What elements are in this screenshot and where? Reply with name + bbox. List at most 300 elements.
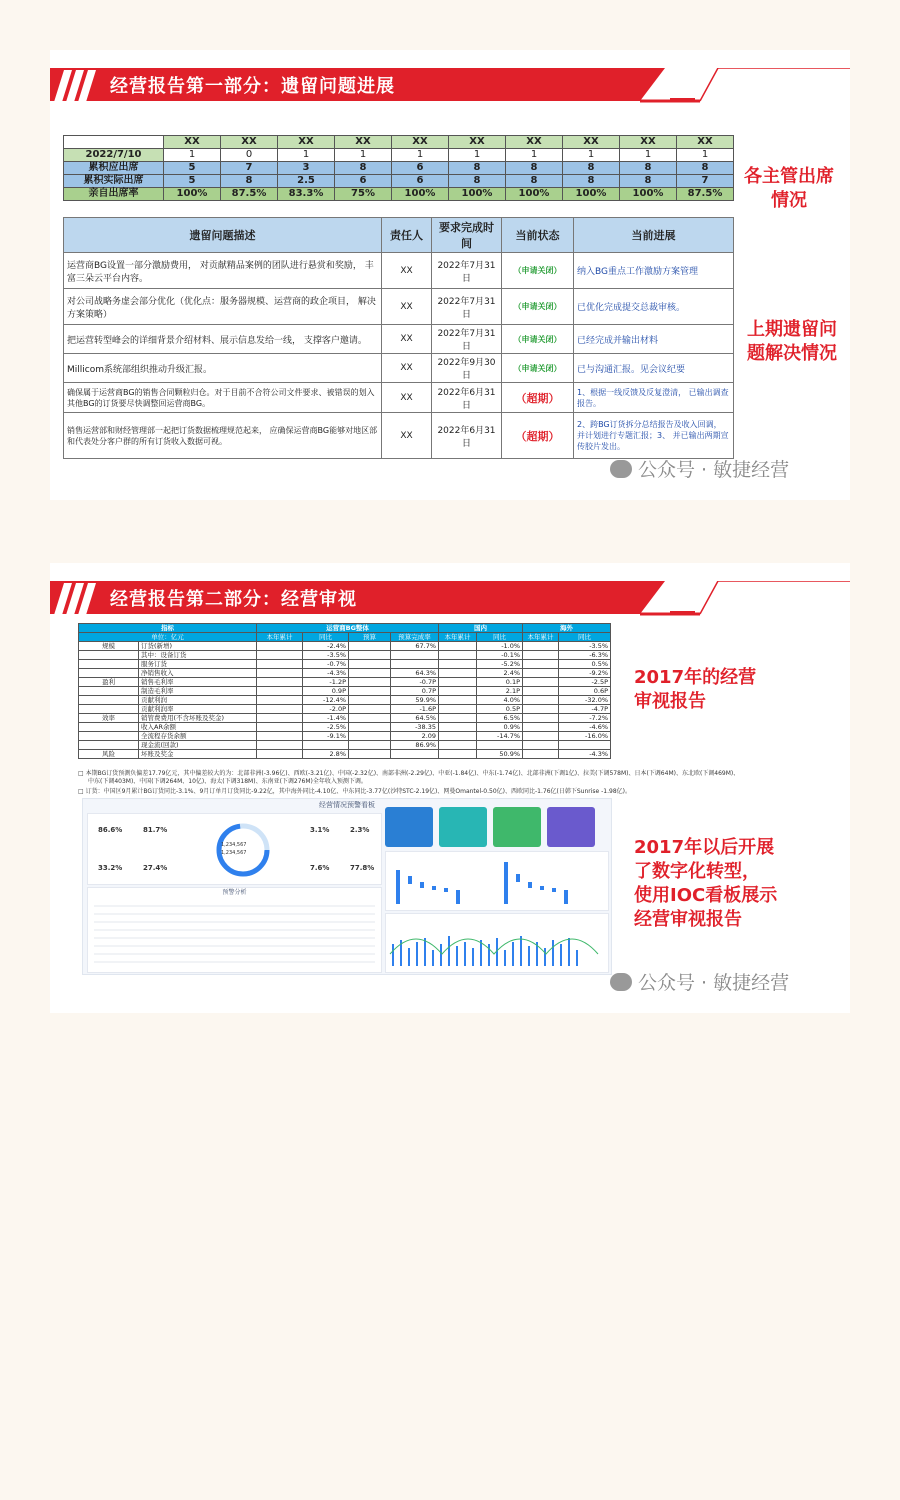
- attendance-header-cell: XX: [620, 136, 677, 149]
- attendance-cell: 1: [164, 149, 221, 162]
- dashboard-title: 经营情况预警看板: [319, 801, 375, 809]
- review-sub-cell: 单位：亿元: [79, 633, 257, 642]
- review-item: 服务订货: [139, 660, 257, 669]
- review-value: -3.5%: [303, 651, 349, 660]
- review-value: [523, 651, 559, 660]
- review-value: -5.2%: [477, 660, 523, 669]
- attendance-cell: 1: [620, 149, 677, 162]
- attendance-cell: 75%: [335, 188, 392, 201]
- attendance-cell: 5: [164, 162, 221, 175]
- issues-cell-status: （申请关闭）: [502, 289, 574, 325]
- note-digital: [634, 836, 834, 932]
- review-value: [439, 705, 477, 714]
- issues-table: [63, 217, 734, 459]
- review-value: [257, 696, 303, 705]
- review-value: -2.4%: [303, 642, 349, 651]
- note-issues: [738, 318, 846, 366]
- review-value: [523, 741, 559, 750]
- tile-blue: [385, 807, 433, 847]
- review-value: [523, 732, 559, 741]
- review-value: -9.2%: [559, 669, 611, 678]
- bar-chart: [386, 852, 608, 910]
- attendance-cell: 1: [278, 149, 335, 162]
- review-value: [439, 660, 477, 669]
- review-sub-cell: 本年累计: [257, 633, 303, 642]
- review-value: -0.7P: [391, 678, 439, 687]
- review-item: 净销售收入: [139, 669, 257, 678]
- review-row: [79, 669, 611, 678]
- warning-title: 预警分析: [222, 889, 247, 896]
- review-category: [79, 669, 139, 678]
- review-group-header: [79, 624, 611, 633]
- issues-cell-status: （超期）: [502, 383, 574, 413]
- review-item: 贡献利润: [139, 696, 257, 705]
- issues-header-cell: 当前状态: [502, 218, 574, 253]
- watermark-text: 公众号 · 敏捷经营: [638, 972, 790, 994]
- review-value: [257, 750, 303, 759]
- attendance-cell: 83.3%: [278, 188, 335, 201]
- bar-chart-panel: [385, 851, 609, 911]
- attendance-cell: 8: [620, 162, 677, 175]
- review-value: [257, 651, 303, 660]
- bullet-1-cont: [78, 776, 367, 785]
- issues-cell-desc: 确保属于运营商BG的销售合同颗粒归仓。对于目前不合符公司文件要求、被错误的划入其他BG的订货要尽快调整回运营商BG。: [64, 383, 382, 413]
- review-value: 6.5%: [477, 714, 523, 723]
- review-value: -2.0P: [303, 705, 349, 714]
- issues-cell-progress: 已优化完成提交总裁审核。: [574, 289, 734, 325]
- attendance-cell: 1: [506, 149, 563, 162]
- issues-cell-progress: 已经完成并输出材料: [574, 325, 734, 354]
- attendance-header-row: [64, 136, 734, 149]
- note-review: [634, 666, 784, 714]
- review-item: 销售毛利率: [139, 678, 257, 687]
- review-item: 制造毛利率: [139, 687, 257, 696]
- attendance-cell: 100%: [563, 188, 620, 201]
- attendance-cell: 100%: [392, 188, 449, 201]
- warning-table-panel: [87, 887, 382, 973]
- issues-cell-owner: XX: [382, 325, 432, 354]
- kpi-value: 86.6%: [98, 826, 123, 834]
- review-sub-cell: 本年累计: [523, 633, 559, 642]
- review-value: -4.3%: [303, 669, 349, 678]
- review-value: -6.3%: [559, 651, 611, 660]
- kpi-value: 81.7%: [143, 826, 168, 834]
- bullet-text: 订货：中国区9月累计BG订货同比-3.1%、9月订单月订货同比-9.22亿，其中海外同比-4.10亿、中东同比-3.77亿(沙特STC-2.19亿)、网曼Omantel-0.50亿)、西欧同比-1.76亿(日韩下Sunrise -1.98亿)。: [85, 788, 632, 795]
- review-value: [523, 678, 559, 687]
- tile-purple: [547, 807, 595, 847]
- review-value: -16.0%: [559, 732, 611, 741]
- watermark-text: 公众号 · 敏捷经营: [638, 459, 790, 481]
- issues-cell-status: （申请关闭）: [502, 354, 574, 383]
- attendance-header-cell: XX: [677, 136, 734, 149]
- issues-cell-progress: 纳入BG重点工作激励方案管理: [574, 253, 734, 289]
- attendance-cell: 87.5%: [221, 188, 278, 201]
- review-value: -9.1%: [303, 732, 349, 741]
- attendance-row-label: 2022/7/10: [64, 149, 164, 162]
- issues-cell-owner: XX: [382, 354, 432, 383]
- review-item: 贡献利润率: [139, 705, 257, 714]
- review-value: -2.5%: [303, 723, 349, 732]
- review-value: [349, 714, 391, 723]
- tile-teal: [439, 807, 487, 847]
- attendance-corner-cell: [64, 136, 164, 149]
- review-category: 效率: [79, 714, 139, 723]
- slide-2-banner: [50, 581, 850, 617]
- note-attendance: [738, 165, 840, 213]
- review-category: [79, 687, 139, 696]
- attendance-header-cell: XX: [449, 136, 506, 149]
- issues-cell-desc: 对公司战略务虚会部分优化（优化点：服务器规模、运营商的政企项目， 解决方案策略）: [64, 289, 382, 325]
- review-table: [78, 623, 611, 759]
- review-value: 2.4%: [477, 669, 523, 678]
- review-value: [523, 750, 559, 759]
- attendance-cell: 6: [392, 175, 449, 188]
- ioc-dashboard: [82, 798, 612, 975]
- attendance-header-cell: XX: [221, 136, 278, 149]
- bullet-text: 中东(下调403M)、中国(下调264M、10亿)、海太(下调318M)、东南亚(下调276M)全年收入预测下调。: [88, 778, 367, 785]
- attendance-cell: 100%: [620, 188, 677, 201]
- review-value: [349, 642, 391, 651]
- review-group-cell: 指标: [79, 624, 257, 633]
- review-value: 64.3%: [391, 669, 439, 678]
- review-row: [79, 642, 611, 651]
- review-category: [79, 696, 139, 705]
- review-value: [257, 732, 303, 741]
- review-item: 销管费费用(不含坏账及奖金): [139, 714, 257, 723]
- attendance-cell: 8: [677, 162, 734, 175]
- issues-row: [64, 354, 734, 383]
- review-value: [349, 741, 391, 750]
- review-category: [79, 651, 139, 660]
- review-value: [439, 687, 477, 696]
- review-value: 86.9%: [391, 741, 439, 750]
- review-value: -12.4%: [303, 696, 349, 705]
- review-value: [523, 705, 559, 714]
- issues-cell-status: （超期）: [502, 413, 574, 459]
- issues-cell-status: （申请关闭）: [502, 253, 574, 289]
- attendance-cell: 100%: [506, 188, 563, 201]
- attendance-row: [64, 162, 734, 175]
- review-group-cell: 国内: [439, 624, 523, 633]
- issues-cell-progress: 1、根据一线反馈及反复澄清， 已输出调查报告。: [574, 383, 734, 413]
- review-category: 规模: [79, 642, 139, 651]
- review-value: 59.9%: [391, 696, 439, 705]
- slide-1-title: 经营报告第一部分：遗留问题进展: [110, 76, 395, 97]
- attendance-cell: 1: [563, 149, 620, 162]
- attendance-cell: 8: [221, 175, 278, 188]
- issues-row: [64, 325, 734, 354]
- review-value: -4.3%: [559, 750, 611, 759]
- review-value: [439, 696, 477, 705]
- slide-2: [50, 563, 850, 1013]
- note-attendance-line: 情况: [771, 190, 807, 211]
- note-review-line: 2017年的经营: [634, 667, 757, 688]
- kpi-value: 3.1%: [310, 826, 330, 834]
- center-value: 1,234,567: [221, 842, 247, 848]
- kpi-value: 7.6%: [310, 864, 330, 872]
- attendance-cell: 8: [620, 175, 677, 188]
- review-category: [79, 705, 139, 714]
- review-value: 0.7P: [391, 687, 439, 696]
- issues-row: [64, 383, 734, 413]
- note-issues-line: 题解决情况: [747, 343, 837, 364]
- review-value: -0.7%: [303, 660, 349, 669]
- review-value: 64.5%: [391, 714, 439, 723]
- attendance-header-cell: XX: [392, 136, 449, 149]
- review-value: [439, 750, 477, 759]
- review-row: [79, 732, 611, 741]
- attendance-cell: 8: [563, 175, 620, 188]
- issues-header-row: [64, 218, 734, 253]
- review-value: 4.0%: [477, 696, 523, 705]
- review-value: 50.9%: [477, 750, 523, 759]
- attendance-row-label: 累积实际出席: [64, 175, 164, 188]
- review-category: 盈利: [79, 678, 139, 687]
- review-sub-cell: 同比: [303, 633, 349, 642]
- review-value: [349, 723, 391, 732]
- review-value: -0.1%: [477, 651, 523, 660]
- review-value: [439, 678, 477, 687]
- issues-header-cell: 当前进展: [574, 218, 734, 253]
- review-value: [439, 714, 477, 723]
- attendance-cell: 5: [164, 175, 221, 188]
- review-sub-cell: 同比: [559, 633, 611, 642]
- review-value: 0.5P: [477, 705, 523, 714]
- review-value: [439, 651, 477, 660]
- note-review-line: 审视报告: [634, 691, 706, 712]
- review-value: [391, 660, 439, 669]
- attendance-header-cell: XX: [278, 136, 335, 149]
- review-value: [391, 651, 439, 660]
- attendance-cell: 0: [221, 149, 278, 162]
- issues-cell-owner: XX: [382, 253, 432, 289]
- issues-cell-due: 2022年7月31日: [432, 289, 502, 325]
- attendance-header-cell: XX: [563, 136, 620, 149]
- attendance-row-label: 亲自出席率: [64, 188, 164, 201]
- issues-row: [64, 289, 734, 325]
- kpi-value: 33.2%: [98, 864, 123, 872]
- kpi-value: 2.3%: [350, 826, 370, 834]
- review-value: [257, 714, 303, 723]
- review-row: [79, 696, 611, 705]
- review-value: -1.0%: [477, 642, 523, 651]
- review-value: [391, 750, 439, 759]
- bullet-1: □ 本期BG订货预测负偏差17.79亿元，其中偏差较大的为：北部非洲(-3.96亿)、西欧(-3.21亿)、中国(-2.32亿)、南部非洲(-2.29亿)、中亚(-1.84亿)、中东(-1.74亿)、北部非洲(下调1亿)、拉美(下调578M)、日本(下调64M)、东北欧(下调469M)、: [78, 770, 740, 777]
- review-value: [257, 741, 303, 750]
- review-value: -4.7P: [559, 705, 611, 714]
- issues-cell-due: 2022年7月31日: [432, 253, 502, 289]
- review-value: -3.5%: [559, 642, 611, 651]
- issues-cell-due: 2022年9月30日: [432, 354, 502, 383]
- attendance-table: [63, 135, 734, 201]
- issues-cell-progress: 已与沟通汇报。见会议纪要: [574, 354, 734, 383]
- attendance-cell: 8: [449, 162, 506, 175]
- review-value: -2.5P: [559, 678, 611, 687]
- review-category: 风险: [79, 750, 139, 759]
- tile-green: [493, 807, 541, 847]
- attendance-cell: 1: [449, 149, 506, 162]
- review-value: -4.6%: [559, 723, 611, 732]
- review-group-cell: 海外: [523, 624, 611, 633]
- combo-chart: [386, 914, 608, 972]
- attendance-row: [64, 175, 734, 188]
- kpi-value: 27.4%: [143, 864, 168, 872]
- attendance-cell: 87.5%: [677, 188, 734, 201]
- review-category: [79, 732, 139, 741]
- attendance-header-cell: XX: [335, 136, 392, 149]
- attendance-cell: 7: [221, 162, 278, 175]
- center-value: 1,234,567: [221, 850, 247, 856]
- review-value: -14.7%: [477, 732, 523, 741]
- watermark: [610, 968, 789, 995]
- review-item: 其中：设备订货: [139, 651, 257, 660]
- review-value: [523, 687, 559, 696]
- note-digital-line: 2017年以后开展: [634, 837, 775, 858]
- bullet-text: 本期BG订货预测负偏差17.79亿元，其中偏差较大的为：北部非洲(-3.96亿)、西欧(-3.21亿)、中国(-2.32亿)、南部非洲(-2.29亿)、中亚(-1.84亿)、中东(-1.74亿)、北部非洲(下调1亿)、拉美(下调578M)、日本(下调64M)、东北欧(下调469M)、: [85, 770, 740, 777]
- review-value: 2.8%: [303, 750, 349, 759]
- review-value: [349, 732, 391, 741]
- review-sub-cell: 同比: [477, 633, 523, 642]
- attendance-row-label: 累积应出席: [64, 162, 164, 175]
- review-value: [439, 732, 477, 741]
- attendance-cell: 3: [278, 162, 335, 175]
- issues-cell-desc: Millicom系统部组织推动升级汇报。: [64, 354, 382, 383]
- watermark: [610, 455, 789, 482]
- issues-cell-owner: XX: [382, 289, 432, 325]
- review-value: -1.4%: [303, 714, 349, 723]
- note-digital-line: 了数字化转型，: [634, 861, 760, 882]
- review-value: [439, 741, 477, 750]
- issues-row: [64, 253, 734, 289]
- slide-2-title: 经营报告第二部分：经营审视: [110, 589, 357, 610]
- review-value: 0.9%: [477, 723, 523, 732]
- review-value: -1.6P: [391, 705, 439, 714]
- issues-cell-progress: 2、跨BG订货拆分总结报告及收入回调， 并计划进行专题汇报；3、 并已输出两期宣传胶片发出。: [574, 413, 734, 459]
- review-value: [439, 723, 477, 732]
- review-value: -38.35: [391, 723, 439, 732]
- issues-cell-due: 2022年6月31日: [432, 383, 502, 413]
- review-row: [79, 678, 611, 687]
- review-value: 2.1P: [477, 687, 523, 696]
- attendance-cell: 8: [506, 175, 563, 188]
- review-value: [257, 642, 303, 651]
- review-value: -1.2P: [303, 678, 349, 687]
- review-row: [79, 687, 611, 696]
- review-row: [79, 723, 611, 732]
- review-value: [257, 687, 303, 696]
- issues-cell-owner: XX: [382, 413, 432, 459]
- attendance-cell: 1: [392, 149, 449, 162]
- attendance-cell: 6: [335, 175, 392, 188]
- note-digital-line: 使用IOC看板展示: [634, 885, 778, 906]
- kpi-panel: [87, 813, 382, 885]
- attendance-row: [64, 149, 734, 162]
- review-sub-header: [79, 633, 611, 642]
- review-category: [79, 723, 139, 732]
- review-item: 坏账及奖金: [139, 750, 257, 759]
- attendance-cell: 2.5: [278, 175, 335, 188]
- attendance-cell: 1: [677, 149, 734, 162]
- issues-header-cell: 责任人: [382, 218, 432, 253]
- note-attendance-line: 各主管出席: [744, 166, 834, 187]
- review-item: 现金流(回款): [139, 741, 257, 750]
- issues-header-cell: 遗留问题描述: [64, 218, 382, 253]
- review-value: [257, 678, 303, 687]
- review-value: [523, 669, 559, 678]
- attendance-cell: 8: [563, 162, 620, 175]
- wechat-icon: [610, 973, 632, 991]
- warning-table-lines: [88, 898, 381, 970]
- kpi-value: 77.8%: [350, 864, 375, 872]
- issues-row: [64, 413, 734, 459]
- issues-cell-desc: 销售运营部和财经管理部一起把订货数据梳理规范起来， 应确保运营商BG能够对地区部和代表处分客户群的所有订货收入数据可视。: [64, 413, 382, 459]
- note-digital-line: 经营审视报告: [634, 909, 742, 930]
- review-value: [349, 678, 391, 687]
- issues-cell-owner: XX: [382, 383, 432, 413]
- attendance-cell: 8: [449, 175, 506, 188]
- review-row: [79, 705, 611, 714]
- review-value: [523, 696, 559, 705]
- attendance-cell: 100%: [449, 188, 506, 201]
- review-value: [349, 705, 391, 714]
- review-group-cell: 运营商BG整体: [257, 624, 439, 633]
- review-value: [349, 669, 391, 678]
- review-value: [477, 741, 523, 750]
- attendance-header-cell: XX: [506, 136, 563, 149]
- review-value: [523, 660, 559, 669]
- issues-cell-due: 2022年6月31日: [432, 413, 502, 459]
- attendance-cell: 8: [506, 162, 563, 175]
- review-sub-cell: 预算: [349, 633, 391, 642]
- attendance-cell: 6: [392, 162, 449, 175]
- review-value: [257, 705, 303, 714]
- attendance-cell: 100%: [164, 188, 221, 201]
- review-value: [349, 651, 391, 660]
- review-category: [79, 660, 139, 669]
- review-value: 2.09: [391, 732, 439, 741]
- review-value: [439, 669, 477, 678]
- note-issues-line: 上期遗留问: [747, 319, 837, 340]
- review-value: [257, 723, 303, 732]
- review-value: [257, 669, 303, 678]
- slide-1: [50, 50, 850, 500]
- review-value: 67.7%: [391, 642, 439, 651]
- slide-1-banner: [50, 68, 850, 104]
- bullet-2: □ 订货：中国区9月累计BG订货同比-3.1%、9月订单月订货同比-9.22亿，其中海外同比-4.10亿、中东同比-3.77亿(沙特STC-2.19亿)、网曼Omantel-0.50亿)、西欧同比-1.76亿(日韩下Sunrise -1.98亿)。: [78, 788, 632, 795]
- issues-cell-desc: 把运营转型峰会的详细背景介绍材料、展示信息发给一线， 支撑客户邀请。: [64, 325, 382, 354]
- review-sub-cell: 预算完成率: [391, 633, 439, 642]
- wechat-icon: [610, 460, 632, 478]
- issues-cell-due: 2022年7月31日: [432, 325, 502, 354]
- review-item: 收入AR余额: [139, 723, 257, 732]
- attendance-cell: 1: [335, 149, 392, 162]
- review-sub-cell: 本年累计: [439, 633, 477, 642]
- review-row: [79, 750, 611, 759]
- review-item: 全流程存货余额: [139, 732, 257, 741]
- review-value: -32.0%: [559, 696, 611, 705]
- issues-header-cell: 要求完成时间: [432, 218, 502, 253]
- review-value: [523, 714, 559, 723]
- review-value: 0.9P: [303, 687, 349, 696]
- review-value: [523, 723, 559, 732]
- attendance-cell: 7: [677, 175, 734, 188]
- review-value: 0.6P: [559, 687, 611, 696]
- review-value: [523, 642, 559, 651]
- attendance-cell: 8: [335, 162, 392, 175]
- review-value: -7.2%: [559, 714, 611, 723]
- review-value: [349, 660, 391, 669]
- review-value: [559, 741, 611, 750]
